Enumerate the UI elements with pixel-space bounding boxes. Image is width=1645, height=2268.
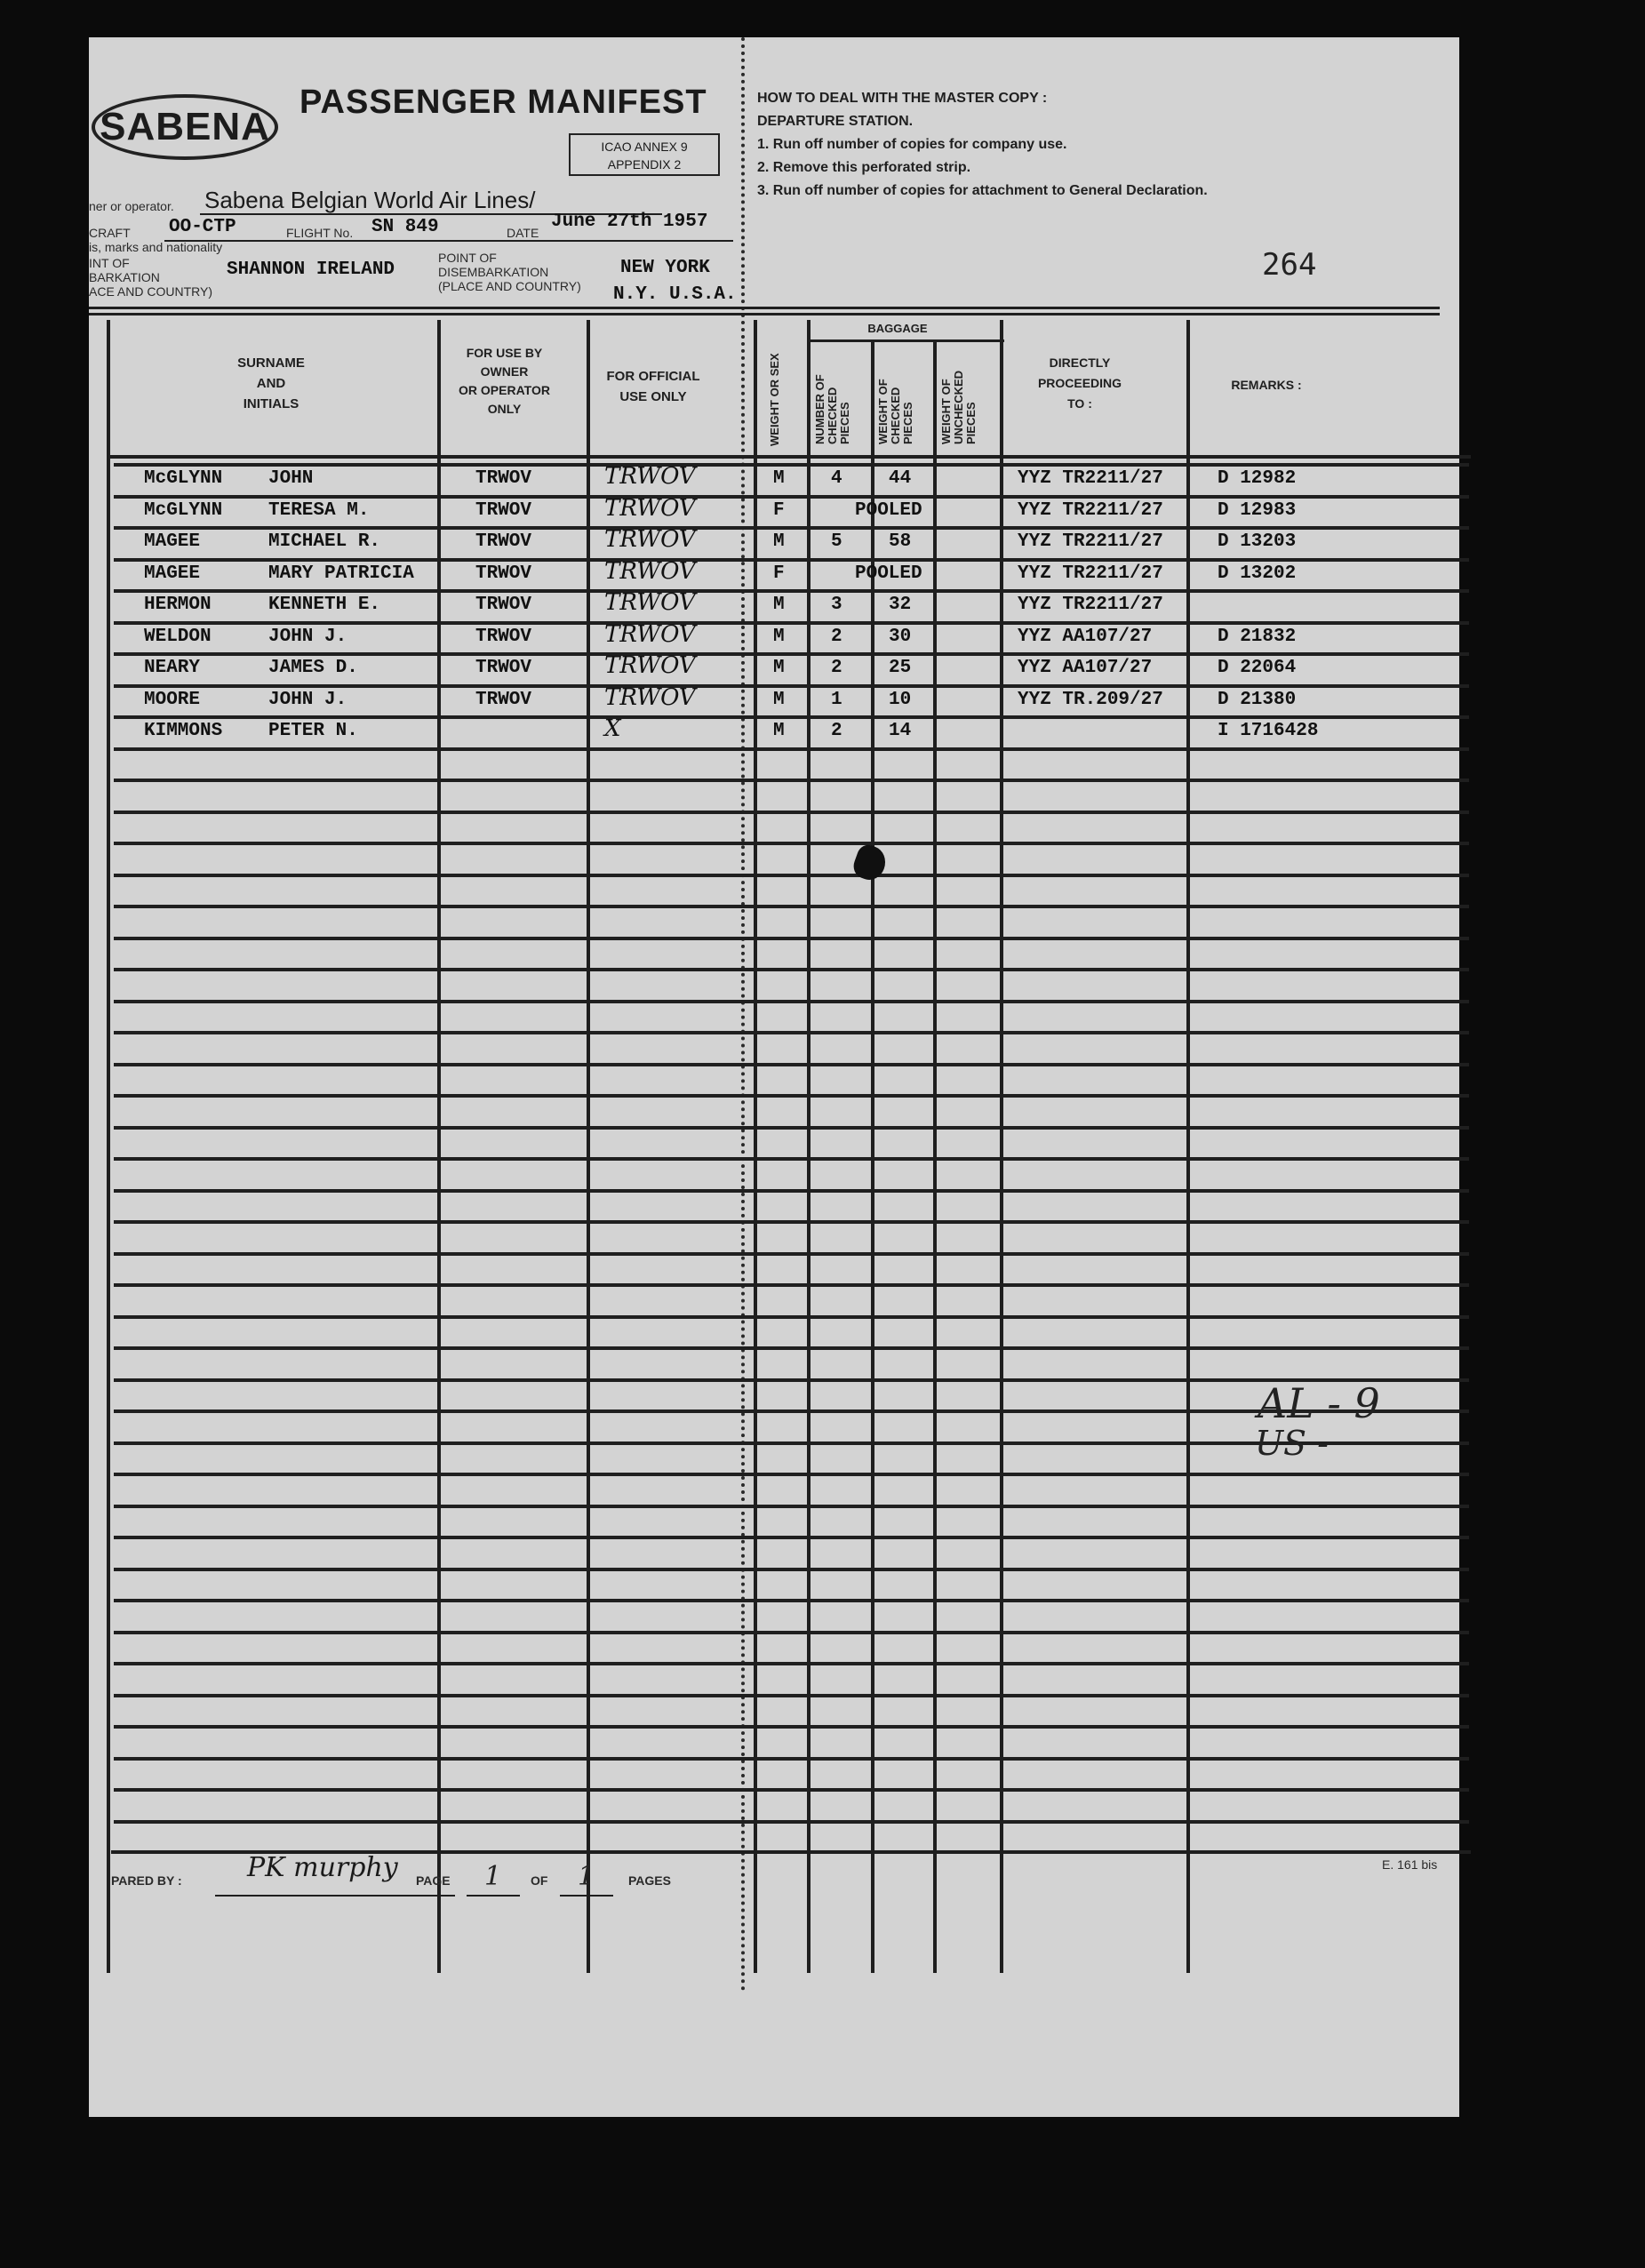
pages-label: PAGES [628, 1873, 671, 1888]
ruled-line [114, 558, 1469, 562]
cell-proceeding: YYZ TR2211/27 [1018, 595, 1163, 615]
cell-initials: TERESA M. [268, 499, 370, 521]
ruled-line [114, 1063, 1469, 1066]
cell-surname: McGLYNN [144, 468, 223, 489]
col-header-baggage: BAGGAGE [867, 322, 928, 335]
icao-line-2: APPENDIX 2 [607, 157, 682, 172]
cell-surname: WELDON [144, 626, 212, 647]
manifest-sheet [89, 37, 1459, 2117]
ruled-line [114, 1631, 1469, 1634]
craft-value: OO-CTP [169, 217, 236, 237]
cell-remarks: D 12983 [1218, 499, 1297, 521]
col-owner-l3: OR OPERATOR [459, 383, 550, 397]
cell-weight: 10 [889, 689, 912, 710]
cell-remarks: D 13203 [1218, 531, 1297, 552]
cell-weight: 32 [889, 595, 912, 615]
col-header-remarks: REMARKS : [1231, 378, 1302, 392]
col-header-surname [204, 353, 338, 414]
ruled-line [114, 1283, 1469, 1287]
cell-remarks: D 21832 [1218, 626, 1297, 647]
page-label: PAGE [416, 1873, 451, 1888]
ruled-line [114, 715, 1469, 719]
ruled-line [114, 1757, 1469, 1761]
instructions-item-2: 2. Remove this perforated strip. [757, 160, 971, 175]
ruled-line [114, 1220, 1469, 1224]
header-rule-top [89, 307, 1440, 309]
col-owner-l1: FOR USE BY [466, 346, 543, 360]
ruled-line [114, 874, 1469, 877]
cell-surname: MAGEE [144, 531, 201, 552]
handwritten-annotation-line1: AL - 9 [1258, 1379, 1380, 1427]
sabena-logo: SABENA [92, 94, 278, 160]
cell-official: TRWOV [604, 620, 696, 648]
col-proceeding-l1: DIRECTLY [1049, 355, 1111, 370]
col-line-0 [107, 320, 110, 1973]
ruled-line [114, 1505, 1469, 1508]
ruled-line [114, 463, 1469, 467]
col-proceeding-l2: PROCEEDING [1037, 376, 1122, 390]
col-checked-wt-l3: PIECES [901, 402, 914, 444]
owner-label: ner or operator. [89, 199, 174, 213]
cell-owner: TRWOV [475, 499, 532, 521]
cell-weight: POOLED [855, 563, 922, 584]
owner-value: Sabena Belgian World Air Lines/ [204, 187, 536, 213]
ruled-line [114, 1599, 1469, 1602]
craft-label: CRAFT [89, 226, 131, 240]
cell-sex: M [773, 468, 785, 489]
date-value: June 27th 1957 [551, 212, 708, 232]
cell-official: TRWOV [604, 589, 696, 616]
cell-weight: 58 [889, 531, 912, 552]
ruled-line [114, 652, 1469, 656]
ruled-line [114, 589, 1469, 593]
cell-owner: TRWOV [475, 595, 532, 615]
cell-sex: M [773, 658, 785, 678]
cell-official: TRWOV [604, 494, 696, 522]
header-rule-bottom [89, 313, 1440, 315]
page-value: 1 [484, 1861, 502, 1892]
ruled-line [114, 968, 1469, 971]
prepared-underline [215, 1895, 455, 1897]
cell-initials: MARY PATRICIA [268, 563, 414, 584]
cell-initials: JOHN J. [268, 626, 347, 647]
col-surname-l1: SURNAME [237, 355, 305, 371]
col-official-l2: USE ONLY [619, 389, 687, 404]
col-header-proceeding [1009, 353, 1151, 414]
instructions-item-1: 1. Run off number of copies for company use. [757, 137, 1067, 152]
ruled-line [114, 1820, 1469, 1824]
col-checked-num-l1: NUMBER OF [813, 374, 826, 444]
cell-remarks: D 22064 [1218, 658, 1297, 678]
cell-official: TRWOV [604, 683, 696, 711]
cell-pieces: 2 [831, 626, 842, 647]
cell-pieces: 5 [831, 531, 842, 552]
cell-initials: MICHAEL R. [268, 531, 381, 552]
ink-blot [850, 842, 890, 883]
embark-label-2: BARKATION [89, 270, 160, 284]
cell-weight: POOLED [855, 499, 922, 521]
col-proceeding-l3: TO : [1067, 396, 1092, 411]
col-header-unchecked-weight [940, 371, 978, 444]
cell-remarks: I 1716428 [1218, 721, 1319, 741]
ruled-line [114, 1031, 1469, 1034]
cell-initials: JOHN J. [268, 689, 347, 710]
ruled-line [114, 1000, 1469, 1003]
cell-surname: McGLYNN [144, 499, 223, 521]
cell-weight: 44 [889, 468, 912, 489]
page-value-underline [467, 1895, 520, 1897]
embark-label-3: ACE AND COUNTRY) [89, 284, 212, 299]
baggage-subheader-rule [807, 339, 1004, 342]
disembark-label-3: (PLACE AND COUNTRY) [438, 279, 581, 293]
cell-surname: HERMON [144, 595, 212, 615]
cell-owner: TRWOV [475, 658, 532, 678]
col-owner-l4: ONLY [487, 402, 522, 416]
ruled-line [114, 1662, 1469, 1665]
disembark-label-2: DISEMBARKATION [438, 265, 549, 279]
ruled-line [114, 1094, 1469, 1098]
cell-surname: KIMMONS [144, 721, 223, 741]
cell-pieces: 3 [831, 595, 842, 615]
instructions-title: HOW TO DEAL WITH THE MASTER COPY : [757, 91, 1048, 106]
ruled-line [114, 1725, 1469, 1729]
ruled-line [114, 1568, 1469, 1571]
cell-remarks: D 12982 [1218, 468, 1297, 489]
ruled-line [114, 937, 1469, 940]
col-unchecked-wt-l2: UNCHECKED [952, 370, 965, 444]
cell-sex: M [773, 626, 785, 647]
cell-weight: 14 [889, 721, 912, 741]
prepared-by-signature: PK murphy [247, 1852, 398, 1883]
of-value-underline [560, 1895, 613, 1897]
cell-sex: M [773, 689, 785, 710]
col-checked-wt-l1: WEIGHT OF [876, 379, 890, 444]
ruled-line [114, 1473, 1469, 1476]
col-surname-l3: INITIALS [243, 396, 299, 411]
cell-pieces: 4 [831, 468, 842, 489]
cell-weight: 30 [889, 626, 912, 647]
cell-official: TRWOV [604, 526, 696, 553]
cell-remarks: D 21380 [1218, 689, 1297, 710]
prepared-by-label: PARED BY : [111, 1873, 182, 1888]
cell-official: TRWOV [604, 652, 696, 679]
instructions-block [757, 87, 1208, 203]
disembark-label-1: POINT OF [438, 251, 497, 265]
cell-initials: KENNETH E. [268, 595, 381, 615]
instructions-subtitle: DEPARTURE STATION. [757, 114, 914, 129]
cell-initials: PETER N. [268, 721, 358, 741]
marks-label: is, marks and nationality [89, 240, 223, 254]
flight-value: SN 849 [371, 217, 439, 237]
cell-surname: NEARY [144, 658, 201, 678]
of-value: 1 [578, 1861, 595, 1892]
ruled-line [114, 684, 1469, 688]
column-header-rule [107, 455, 1471, 459]
cell-owner: TRWOV [475, 626, 532, 647]
handwritten-annotation-line2: US - [1255, 1424, 1329, 1463]
cell-proceeding: YYZ TR2211/27 [1018, 499, 1163, 521]
cell-sex: M [773, 595, 785, 615]
ruled-line [114, 1346, 1469, 1350]
col-official-l1: FOR OFFICIAL [606, 369, 700, 384]
ruled-line [114, 1694, 1469, 1697]
cell-proceeding: YYZ AA107/27 [1018, 658, 1153, 678]
ruled-line [114, 1252, 1469, 1256]
perforated-strip-line [741, 37, 745, 1992]
col-unchecked-wt-l1: WEIGHT OF [939, 379, 953, 444]
embark-value: SHANNON IRELAND [227, 260, 395, 280]
col-unchecked-wt-l3: PIECES [964, 402, 978, 444]
col-header-official [591, 366, 715, 407]
ruled-line [114, 495, 1469, 499]
cell-pieces: 2 [831, 658, 842, 678]
ruled-line [114, 747, 1469, 751]
cell-official: TRWOV [604, 557, 696, 585]
col-header-checked-weight [877, 379, 914, 444]
cell-remarks: D 13202 [1218, 563, 1297, 584]
cell-initials: JAMES D. [268, 658, 358, 678]
ruled-line [114, 1788, 1469, 1792]
cell-proceeding: YYZ AA107/27 [1018, 626, 1153, 647]
ruled-line [114, 1315, 1469, 1319]
form-title: PASSENGER MANIFEST [299, 84, 707, 121]
cell-surname: MAGEE [144, 563, 201, 584]
ruled-line [114, 1157, 1469, 1161]
col-header-checked-number [814, 374, 851, 444]
cell-sex: F [773, 563, 785, 584]
cell-sex: F [773, 499, 785, 521]
date-label: DATE [507, 226, 539, 240]
cell-proceeding: YYZ TR2211/27 [1018, 531, 1163, 552]
ruled-line [114, 1536, 1469, 1539]
icao-line-1: ICAO ANNEX 9 [601, 140, 688, 154]
ruled-line [114, 526, 1469, 530]
col-checked-num-l3: PIECES [838, 402, 851, 444]
col-owner-l2: OWNER [480, 364, 529, 379]
col-header-owner [444, 344, 564, 419]
cell-official: X [604, 715, 621, 742]
ruled-line [114, 905, 1469, 908]
ruled-line [114, 1126, 1469, 1130]
of-label: OF [531, 1873, 548, 1888]
cell-owner: TRWOV [475, 531, 532, 552]
craft-underline [164, 240, 733, 242]
cell-initials: JOHN [268, 468, 314, 489]
cell-proceeding: YYZ TR2211/27 [1018, 563, 1163, 584]
cell-surname: MOORE [144, 689, 201, 710]
instructions-item-3: 3. Run off number of copies for attachment to General Declaration. [757, 183, 1208, 198]
cell-proceeding: YYZ TR2211/27 [1018, 468, 1163, 489]
cell-proceeding: YYZ TR.209/27 [1018, 689, 1163, 710]
icao-annex-box [569, 133, 720, 176]
cell-sex: M [773, 721, 785, 741]
disembark-value-1: NEW YORK [620, 258, 710, 278]
cell-sex: M [773, 531, 785, 552]
ruled-line [114, 1189, 1469, 1193]
ruled-line [114, 811, 1469, 814]
cell-weight: 25 [889, 658, 912, 678]
ruled-line [114, 779, 1469, 782]
ruled-line [114, 621, 1469, 625]
flight-label: FLIGHT No. [286, 226, 354, 240]
col-checked-wt-l2: CHECKED [889, 387, 902, 444]
cell-pieces: 2 [831, 721, 842, 741]
ruled-line [114, 842, 1469, 845]
cell-owner: TRWOV [475, 468, 532, 489]
col-checked-num-l2: CHECKED [826, 387, 839, 444]
form-code: E. 161 bis [1382, 1857, 1438, 1872]
cell-official: TRWOV [604, 463, 696, 490]
cell-owner: TRWOV [475, 689, 532, 710]
col-surname-l2: AND [256, 376, 286, 391]
disembark-value-2: N.Y. U.S.A. [613, 284, 737, 305]
col-header-weight-sex: WEIGHT OR SEX [768, 353, 781, 446]
page-stamp-number: 264 [1262, 247, 1317, 283]
embark-label-1: INT OF [89, 256, 130, 270]
cell-pieces: 1 [831, 689, 842, 710]
cell-owner: TRWOV [475, 563, 532, 584]
